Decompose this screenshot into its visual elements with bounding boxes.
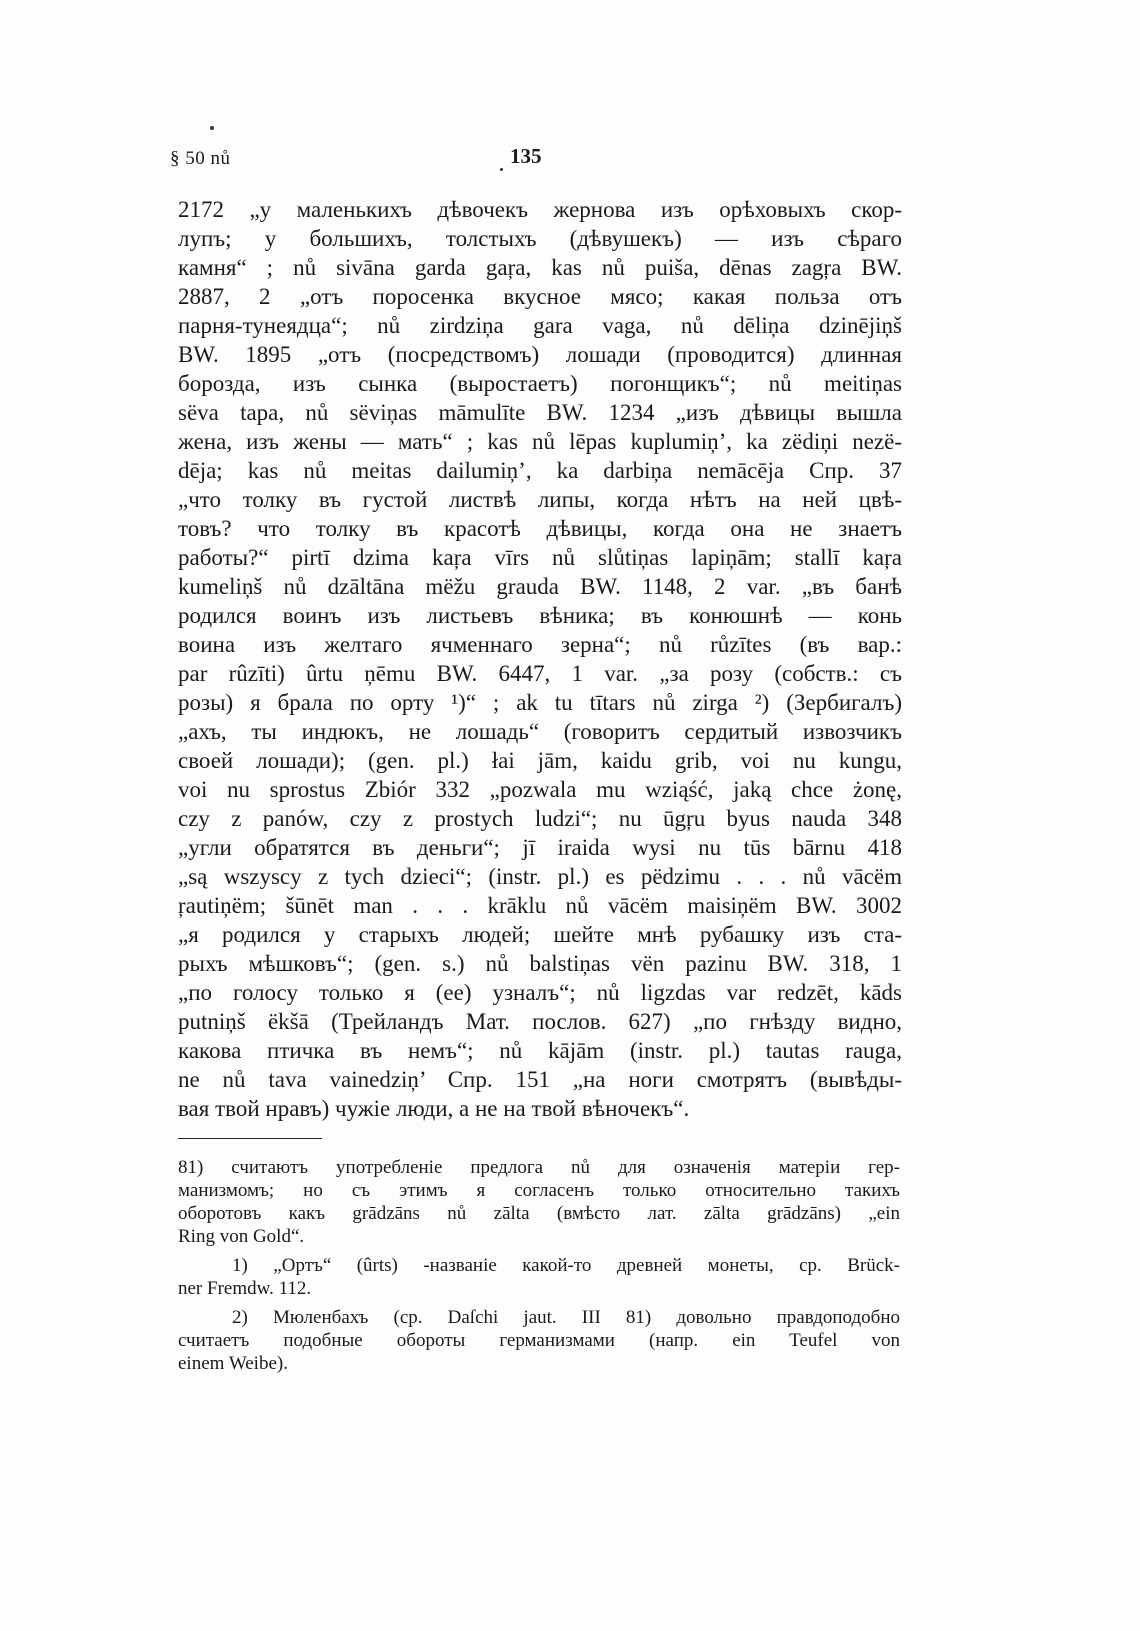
footnote [178,1306,900,1375]
footnote-line: 81) считаютъ употребленіе предлога nů для означенія матеріи гер- [178,1157,900,1178]
text-line: родился воинъ изъ листьевъ вѣника; въ конюшнѣ — конь [178,603,902,628]
footnote-line: считаетъ подобные обороты германизмами (напр. ein Teufel von [178,1330,900,1351]
text-line: ne nů tava vainedziņ’ Спр. 151 „на ноги смотрятъ (вывѣды- [178,1067,902,1092]
text-line: „są wszyscy z tych dzieci“; (instr. pl.) es pëdzimu . . . nů vācëm [178,864,902,889]
footnote-line: 1) „Ортъ“ (ûrts) -названіе какой-то древней монеты, ср. Brück- [232,1255,900,1276]
footnote [178,1254,900,1300]
footnote-line: Ring von Gold“. [178,1226,305,1247]
print-speck [500,168,503,171]
text-line: sëva tapa, nů sëviņas māmulīte BW. 1234 „изъ дѣвицы вышла [178,400,902,425]
section-label: § 50 nů [170,148,231,169]
print-speck [210,126,214,130]
main-text [178,195,902,1123]
text-line: воина изъ желтаго ячменнаго зерна“; nů růzītes (въ вар.: [178,632,902,657]
footnote-line: манизмомъ; но съ этимъ я согласенъ только относительно такихъ [178,1180,900,1201]
text-line: „ахъ, ты индюкъ, не лошадь“ (говоритъ сердитый извозчикъ [178,719,902,744]
text-line: kumeliņš nů dzāltāna mëžu grauda BW. 1148, 2 var. „въ банѣ [178,574,902,599]
text-line: лупъ; у большихъ, толстыхъ (дѣвушекъ) — изъ сѣраго [178,226,902,251]
text-line: рыхъ мѣшковъ“; (gen. s.) nů balstiņas vën pazinu BW. 318, 1 [178,951,902,976]
running-head [170,144,930,178]
footnote-line: оборотовъ какъ grādzāns nů zālta (вмѣсто лат. zālta grādzāns) „ein [178,1203,900,1224]
text-line: работы?“ pirtī dzima kaŗa vīrs nů slůtiņas lapiņām; stallī kaŗa [178,545,902,570]
text-line: „по голосу только я (ее) узналъ“; nů ligzdas var redzēt, kāds [178,980,902,1005]
footnotes [178,1156,900,1375]
text-line: камня“ ; nů sivāna garda gaŗa, kas nů puiša, dēnas zagŗa BW. [178,255,902,280]
footnote-line: 2) Мюленбахъ (ср. Daſchi jaut. III 81) довольно правдоподобно [232,1307,900,1328]
footnote [178,1156,900,1248]
text-line: розы) я брала по орту ¹)“ ; ak tu tītars nů zirga ²) (Зербигалъ) [178,690,902,715]
text-line: par rûzīti) ûrtu ņēmu BW. 6447, 1 var. „за розу (собств.: съ [178,661,902,686]
text-line: 2887, 2 „отъ поросенка вкусное мясо; какая польза отъ [178,284,902,309]
text-line: вая твой нравъ) чужіе люди, а не на твой вѣночекъ“. [178,1096,690,1121]
text-line: BW. 1895 „отъ (посредствомъ) лошади (проводится) длинная [178,342,902,367]
text-line: ŗautiņëm; šūnēt man . . . krāklu nů vācëm maisiņëm BW. 3002 [178,893,902,918]
text-line: борозда, изъ сынка (выростаетъ) погонщикъ“; nů meitiņas [178,371,902,396]
text-line: 2172 „у маленькихъ дѣвочекъ жернова изъ орѣховыхъ скор- [178,197,902,222]
text-line: voi nu sprostus Zbiór 332 „pozwala mu wziąść, jaką chce żonę, [178,777,902,802]
text-line: какова птичка въ немъ“; nů kājām (instr. pl.) tautas rauga, [178,1038,902,1063]
footnote-line: ner Fremdw. 112. [178,1278,312,1299]
text-line: своей лошади); (gen. pl.) łai jām, kaidu grib, voi nu kungu, [178,748,902,773]
text-line: putniņš ëkšā (Трейландъ Мат. послов. 627) „по гнѣзду видно, [178,1009,902,1034]
text-line: парня-тунеядца“; nů zirdziņa gara vaga, nů dēliņa dzinējiņš [178,313,902,338]
page-number: 135 [510,144,542,168]
text-line: жена, изъ жены — мать“ ; kas nů lēpas kuplumiņ’, ka zëdiņi nezë- [178,429,902,454]
footnote-rule [178,1138,322,1139]
text-line: товъ? что толку въ красотѣ дѣвицы, когда она не знаетъ [178,516,902,541]
text-line: „что толку въ густой листвѣ липы, когда нѣтъ на ней цвѣ- [178,487,902,512]
footnote-line: einem Weibe). [178,1353,288,1374]
text-line: dēja; kas nů meitas dailumiņ’, ka darbiņa nemācēja Спр. 37 [178,458,902,483]
text-line: czy z panów, czy z prostych ludzi“; nu ūgŗu byus nauda 348 [178,806,902,831]
text-line: „я родился у старыхъ людей; шейте мнѣ рубашку изъ ста- [178,922,902,947]
text-line: „угли обратятся въ деньги“; jī iraida wysi nu tūs bārnu 418 [178,835,902,860]
